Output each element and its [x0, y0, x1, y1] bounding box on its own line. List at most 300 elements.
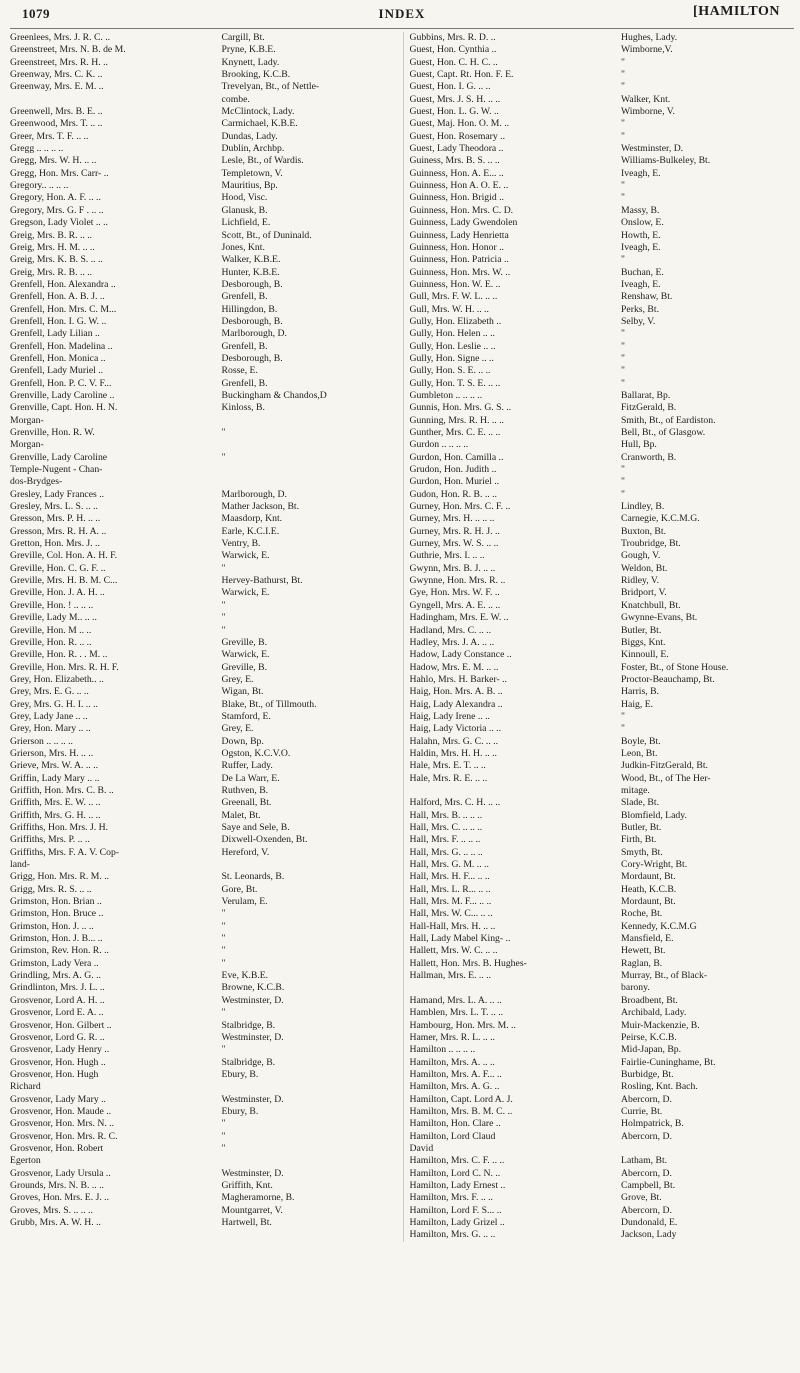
entry-name: Greville, Hon. J. A. H. .. [10, 587, 105, 599]
index-entry [410, 316, 795, 328]
index-entry [410, 131, 795, 143]
index-entry [10, 267, 395, 279]
entry-name: Gudon, Hon. R. B. .. .. [409, 488, 497, 500]
entry-name: Morgan- [10, 414, 44, 426]
index-entry [410, 637, 795, 649]
index-entry [10, 921, 395, 933]
entry-name: Hale, Mrs. E. T. .. .. [409, 760, 486, 772]
entry-reference: Templetown, V. [221, 167, 283, 179]
entry-name: Egerton [10, 1155, 41, 1167]
entry-reference: Pryne, K.B.E. [221, 44, 276, 56]
entry-name: Gunnis, Hon. Mrs. G. S. .. [409, 402, 512, 414]
index-entry [10, 538, 395, 550]
entry-reference: " [621, 56, 626, 68]
index-entry [10, 69, 395, 81]
entry-reference: Malet, Bt. [221, 809, 261, 821]
entry-name: Gull, Mrs. F. W. L. .. .. [409, 291, 498, 303]
entry-name: Hadow, Lady Constance .. [409, 649, 512, 661]
entry-name: Hamilton, Mrs. A. .. .. [409, 1056, 495, 1068]
entry-reference: Trevelyan, Bt., of Nettle- [221, 81, 320, 93]
entry-name: Guinness, Hon A. O. E. .. [409, 180, 509, 192]
entry-name: Hall, Lady Mabel King- .. [409, 933, 511, 945]
entry-name: Griffin, Lady Mary .. .. [10, 772, 100, 784]
entry-reference: " [221, 612, 226, 624]
index-entry [410, 1168, 795, 1180]
entry-reference: Raglan, B. [621, 957, 663, 969]
index-entry [10, 81, 395, 93]
index-entry [10, 365, 395, 377]
entry-reference: Mordaunt, Bt. [621, 871, 676, 883]
index-entry [410, 341, 795, 353]
index-entry [10, 526, 395, 538]
index-column-left [10, 32, 395, 1242]
index-entry [10, 982, 395, 994]
index-entry [10, 797, 395, 809]
index-entry [410, 439, 795, 451]
entry-reference: " [621, 377, 626, 389]
index-entry [410, 328, 795, 340]
entry-name: Greer, Mrs. T. F. .. .. [10, 130, 89, 142]
index-entry [410, 958, 795, 970]
entry-name: Grenfell, Lady Muriel .. [10, 365, 104, 377]
entry-reference: Slade, Bt. [621, 797, 659, 809]
entry-name: Griffiths, Mrs. F. A. V. Cop- [10, 846, 120, 858]
entry-reference: Saye and Sele, B. [221, 822, 290, 833]
entry-reference: " [221, 427, 226, 438]
entry-name: Grosvenor, Hon. Mrs. N. .. [10, 1118, 115, 1130]
index-entry [410, 353, 795, 365]
entry-name: Greville, Hon. R. .. .. [10, 636, 92, 648]
entry-name: Guiness, Mrs. B. S. .. .. [409, 155, 500, 167]
index-entry [10, 785, 395, 797]
section-title: INDEX [378, 6, 426, 21]
index-entry [10, 341, 395, 353]
index-entry [10, 1192, 395, 1204]
entry-reference: Wigan, Bt. [221, 686, 264, 698]
index-entry [10, 958, 395, 970]
entry-reference: Mordaunt, Bt. [621, 896, 676, 908]
index-entry [410, 760, 795, 772]
index-entry [410, 155, 795, 167]
entry-reference: Rosling, Knt. Bach. [621, 1081, 698, 1093]
entry-name: Hall, Mrs. B. .. .. .. [409, 809, 483, 821]
entry-name: Grimston, Lady Vera .. [10, 957, 99, 969]
entry-name: Grenfell, Hon. P. C. V. F... [10, 377, 112, 389]
entry-name: Greville, Hon. M .. .. [10, 624, 92, 636]
entry-name: Gregory, Mrs. G. F . .. .. [10, 204, 104, 216]
entry-name: Gurney, Mrs. H. .. .. .. [409, 513, 495, 525]
entry-reference: Onslow, E. [621, 217, 664, 229]
entry-name [410, 785, 620, 797]
entry-name: Griffiths, Hon. Mrs. J. H. [10, 822, 109, 833]
entry-reference: Abercorn, D. [621, 1130, 672, 1142]
index-entry [410, 785, 795, 797]
entry-reference: " [221, 1044, 226, 1056]
entry-name: Gregory, Hon. A. F. .. .. [10, 192, 101, 204]
index-entry [10, 476, 395, 488]
entry-reference: Carnegie, K.C.M.G. [621, 513, 700, 525]
entry-reference: Earle, K.C.I.E. [221, 525, 280, 537]
entry-name: Hamilton, Mrs. C. F. .. .. [409, 1155, 505, 1167]
index-entry [10, 995, 395, 1007]
index-entry [10, 970, 395, 982]
index-entry [410, 168, 795, 180]
entry-reference: Currie, Bt. [621, 1105, 663, 1117]
entry-reference: Firth, Bt. [621, 834, 657, 846]
index-entry [10, 279, 395, 291]
entry-name: Hamilton, Lady Ernest .. [409, 1179, 506, 1191]
entry-name: Hall, Mrs. W. C... .. .. [409, 908, 493, 920]
index-entry [10, 378, 395, 390]
index-entry [10, 575, 395, 587]
entry-reference: Hewett, Bt. [621, 945, 666, 957]
entry-reference: Gwynne-Evans, Bt. [621, 612, 698, 624]
index-entry [410, 32, 795, 44]
entry-name: Gurdon, Hon. Camilla .. [409, 451, 504, 463]
index-entry [410, 773, 795, 785]
index-entry [410, 1192, 795, 1204]
entry-reference: Campbell, Bt. [621, 1179, 676, 1191]
entry-name: Grosvenor, Hon. Maude .. [10, 1105, 112, 1117]
entry-reference: Selby, V. [621, 315, 656, 327]
entry-reference: Hood, Visc. [221, 192, 268, 204]
entry-reference: Walker, Knt. [621, 93, 671, 105]
entry-name: Gurney, Hon. Mrs. C. F. .. [409, 501, 511, 513]
entry-name: Hallman, Mrs. E. .. .. [409, 970, 492, 982]
entry-reference: " [621, 488, 626, 500]
entry-reference: Massy, B. [621, 204, 660, 216]
entry-reference: Kennedy, K.C.M.G [621, 920, 697, 932]
index-entry [410, 1007, 795, 1019]
entry-reference: Bridport, V. [621, 587, 667, 599]
entry-reference: Murray, Bt., of Black- [621, 970, 708, 982]
index-entry [410, 612, 795, 624]
index-entry [410, 81, 795, 93]
entry-name: Hallett, Hon. Mrs. B. Hughes- [409, 957, 527, 969]
entry-reference: Hunter, K.B.E. [221, 266, 280, 278]
entry-name: Greenstreet, Mrs. N. B. de M. [10, 44, 126, 56]
entry-reference: St. Leonards, B. [221, 871, 285, 883]
entry-name: Gresson, Mrs. P. H. .. .. [10, 513, 101, 525]
index-entry [10, 94, 395, 106]
entry-name: Haig, Lady Irene .. .. [409, 710, 490, 722]
entry-name: Gully, Hon. T. S. E. .. .. [409, 377, 501, 389]
entry-reference: Williams-Bulkeley, Bt. [621, 155, 711, 167]
entry-name: Greville, Hon. R. . . M. .. [10, 649, 108, 661]
index-entry [10, 649, 395, 661]
entry-reference: Archibald, Lady. [621, 1007, 687, 1019]
index-entry [410, 1032, 795, 1044]
index-entry [410, 365, 795, 377]
entry-name: Gregg, Mrs. W. H. .. .. [10, 155, 97, 167]
entry-reference: " [221, 945, 226, 957]
entry-reference [220, 859, 395, 871]
entry-name: Hamilton, Lord C. N. .. [409, 1167, 501, 1179]
entry-reference: Stamford, E. [221, 710, 271, 722]
index-entry [410, 489, 795, 501]
entry-reference: Verulam, E. [221, 896, 268, 908]
entry-name: Grosvenor, Hon. Mrs. R. C. [10, 1130, 118, 1142]
index-entry [410, 834, 795, 846]
entry-reference: FitzGerald, B. [621, 402, 677, 414]
index-entry [410, 550, 795, 562]
index-entry [10, 736, 395, 748]
index-entry [410, 600, 795, 612]
entry-reference: Grey, E. [221, 673, 254, 685]
index-entry [10, 773, 395, 785]
entry-reference: Lichfield, E. [221, 217, 271, 229]
entry-reference: Perks, Bt. [621, 303, 659, 315]
entry-reference: Abercorn, D. [621, 1204, 672, 1216]
entry-reference: Smyth, Bt. [621, 846, 663, 858]
entry-reference: " [221, 451, 226, 463]
entry-name: Gregg .. .. .. .. [10, 143, 64, 155]
index-entry [410, 625, 795, 637]
entry-reference: Lesle, Bt., of Wardis. [221, 155, 304, 167]
entry-name: Gully, Hon. Signe .. .. [409, 352, 494, 364]
entry-name: Gregory.. .. .. .. [10, 180, 69, 192]
entry-reference: Jones, Knt. [221, 241, 265, 253]
index-entry [410, 908, 795, 920]
index-entry [10, 390, 395, 402]
entry-name: Greig, Mrs. K. B. S. .. .. [10, 254, 103, 266]
entry-reference: Knatchbull, Bt. [621, 599, 681, 611]
entry-name: Guest, Mrs. J. S. H. .. .. [409, 93, 501, 105]
entry-reference: Dixwell-Oxenden, Bt. [221, 834, 308, 846]
index-entry [410, 797, 795, 809]
entry-name: Griffith, Mrs. G. H. .. .. [10, 809, 101, 821]
entry-name: Grosvenor, Lord A. H. .. [10, 994, 105, 1006]
index-entry [410, 884, 795, 896]
index-entry [10, 427, 395, 439]
entry-name: Gurney, Mrs. R. H. J. .. [409, 525, 500, 537]
entry-reference: mitage. [621, 784, 650, 796]
entry-name: Grey, Mrs. G. H. I. .. .. [10, 698, 98, 710]
entry-name: Hamilton, Mrs. G. .. .. [409, 1229, 496, 1241]
entry-reference: Mountgarret, V. [221, 1204, 283, 1216]
entry-reference: Kinnoull, E. [621, 649, 669, 661]
index-entry [10, 304, 395, 316]
entry-reference: Weldon, Bt. [621, 562, 668, 574]
entry-reference: Ebury, B. [221, 1105, 259, 1117]
entry-reference: Westminster, D. [621, 143, 684, 155]
index-column-right [403, 32, 795, 1242]
index-entry [410, 723, 795, 735]
entry-name: Grenfell, Hon. A. B. J. .. [10, 291, 105, 303]
entry-name: Greville, Hon. C. G. F. .. [10, 562, 106, 574]
entry-reference: Mansfield, E. [621, 933, 674, 945]
entry-name: Halahn, Mrs. G. C. .. .. [409, 735, 499, 747]
entry-name: Hamilton .. .. .. .. [409, 1044, 476, 1056]
index-entry [10, 205, 395, 217]
entry-reference: Bell, Bt., of Glasgow. [621, 427, 706, 438]
entry-name: Grenfell, Lady Lilian .. [10, 328, 100, 340]
index-entry [10, 1069, 395, 1081]
entry-reference: Buxton, Bt. [621, 525, 666, 537]
index-entry [10, 217, 395, 229]
index-entry [10, 1020, 395, 1032]
index-entry [10, 118, 395, 130]
entry-reference: Gough, V. [621, 550, 661, 562]
index-entry [10, 143, 395, 155]
entry-name: Greig, Mrs. R. B. .. .. [10, 266, 93, 278]
entry-name: Hamilton, Mrs. F. .. .. [409, 1192, 493, 1204]
entry-reference: Gore, Bt. [221, 883, 258, 895]
entry-name: Gwynn, Mrs. B. J. .. .. [409, 562, 496, 574]
entry-reference [220, 476, 395, 488]
entry-reference: Mid-Japan, Bp. [621, 1044, 682, 1056]
entry-reference: Maasdorp, Knt. [221, 513, 283, 525]
entry-name: Grosvenor, Lord G. R. .. [10, 1031, 105, 1043]
entry-name: Groves, Hon. Mrs. E. J. .. [10, 1192, 110, 1204]
index-entry [10, 168, 395, 180]
entry-name: Guest, Hon. L. G. W. .. [409, 106, 499, 118]
entry-reference: Rosse, E. [221, 365, 258, 377]
entry-reference: Cargill, Bt. [221, 32, 265, 43]
entry-name: Greenwood, Mrs. T. .. .. [10, 118, 103, 130]
index-entry [410, 649, 795, 661]
entry-name: Guest, Hon. Rosemary .. [409, 130, 506, 142]
entry-reference: Iveagh, E. [621, 167, 661, 179]
entry-name: Greenway, Mrs. C. K. .. [10, 69, 103, 81]
entry-name: Grindlinton, Mrs. J. L. .. [10, 982, 105, 994]
entry-name: Guest, Hon. Cynthia .. [409, 44, 497, 56]
index-entry [410, 1106, 795, 1118]
entry-reference: Grey, E. [221, 723, 254, 735]
entry-reference: Marlborough, D. [221, 328, 287, 340]
entry-reference: Smith, Bt., of Eardiston. [621, 414, 716, 426]
entry-name: Temple-Nugent - Chan- [10, 464, 103, 476]
entry-reference: Westminster, D. [221, 1031, 284, 1043]
entry-name: Hahlo, Mrs. H. Barker- .. [409, 673, 507, 685]
index-entry [10, 945, 395, 957]
entry-reference: " [221, 908, 226, 920]
index-entry [10, 810, 395, 822]
entry-reference: Desborough, B. [221, 352, 283, 364]
index-entry [10, 57, 395, 69]
index-entry [410, 1229, 795, 1241]
entry-name: Grosvenor, Hon. Robert [10, 1142, 104, 1154]
index-entry [410, 1020, 795, 1032]
entry-reference: Howth, E. [621, 229, 661, 241]
entry-name: Morgan- [10, 439, 44, 451]
entry-name: Gully, Hon. Leslie .. .. [409, 340, 496, 352]
index-entry [410, 662, 795, 674]
entry-name: Greville, Hon. Mrs. R. H. F. [10, 661, 119, 673]
entry-reference: Hull, Bp. [621, 439, 657, 451]
entry-reference: " [621, 180, 626, 192]
entry-reference: Abercorn, D. [621, 1167, 672, 1179]
entry-reference: Warwick, E. [221, 587, 270, 599]
entry-name: Grosvenor, Lady Mary .. [10, 1093, 106, 1105]
index-entry [10, 1007, 395, 1019]
index-entry [410, 378, 795, 390]
index-entry [410, 57, 795, 69]
entry-reference: Iveagh, E. [621, 241, 661, 253]
entry-name: Grenville, Hon. R. W. [10, 427, 95, 438]
entry-reference: Warwick, E. [221, 550, 270, 562]
index-entry [410, 1044, 795, 1056]
index-entry [410, 1057, 795, 1069]
index-entry [410, 464, 795, 476]
entry-name: Greenway, Mrs. E. M. .. [10, 81, 104, 93]
entry-name: Gretton, Hon. Mrs. J. .. [10, 538, 100, 550]
index-entry [410, 217, 795, 229]
entry-name: Grieve, Mrs. W. A. .. .. [10, 760, 98, 772]
entry-reference: Cory-Wright, Bt. [621, 859, 688, 871]
entry-name: Gull, Mrs. W. H. .. .. [409, 303, 489, 315]
index-entry [410, 192, 795, 204]
entry-name: Grudon, Hon. Judith .. [409, 464, 497, 476]
entry-reference: Ruthven, B. [221, 784, 269, 796]
entry-name: Gresley, Lady Frances .. [10, 488, 105, 500]
index-entry [410, 871, 795, 883]
entry-name: Guinness, Hon. Mrs. W. .. [409, 266, 511, 278]
entry-name: Gurdon .. .. .. .. [409, 439, 469, 451]
entry-name: Grenfell, Hon. Alexandra .. [10, 278, 116, 290]
entry-reference: Dublin, Archbp. [221, 143, 285, 155]
entry-name: Grey, Hon. Elizabeth.. .. [10, 673, 104, 685]
entry-name: Haig, Lady Alexandra .. [409, 698, 503, 710]
running-head: [HAMILTON [693, 4, 780, 19]
entry-name: Greville, Lady M.. .. .. [10, 612, 97, 624]
entry-reference: Magheramorne, B. [221, 1192, 295, 1204]
index-entry [410, 452, 795, 464]
index-entry [10, 415, 395, 427]
entry-name: Hadley, Mrs. J. A. .. .. [409, 636, 495, 648]
index-entry [410, 1180, 795, 1192]
index-entry [410, 748, 795, 760]
entry-reference: Greville, B. [221, 636, 268, 648]
index-entry [410, 859, 795, 871]
entry-name: Gwynne, Hon. Mrs. R. .. [409, 575, 506, 587]
index-entry [410, 970, 795, 982]
index-entry [410, 205, 795, 217]
index-entry [410, 291, 795, 303]
entry-reference: Judkin-FitzGerald, Bt. [621, 760, 708, 772]
entry-name: Haig, Hon. Mrs. A. B. .. [409, 686, 503, 698]
index-entry [10, 452, 395, 464]
index-entry [10, 686, 395, 698]
entry-reference: Holmpatrick, B. [621, 1118, 684, 1130]
index-entry [410, 69, 795, 81]
index-entry [10, 316, 395, 328]
entry-reference: Buchan, E. [621, 266, 664, 278]
entry-name [410, 982, 620, 994]
index-entry [10, 328, 395, 340]
index-entry [10, 242, 395, 254]
index-entry [10, 859, 395, 871]
index-entry [410, 1143, 795, 1155]
entry-reference: De La Warr, E. [221, 772, 280, 784]
entry-reference: Glanusk, B. [221, 204, 268, 216]
index-entry [410, 1081, 795, 1093]
index-entry [410, 279, 795, 291]
index-entry [410, 982, 795, 994]
entry-name: Grimston, Hon. J. B... .. [10, 933, 103, 945]
entry-name: Greville, Hon. ! .. .. .. [10, 599, 94, 611]
entry-reference: Dundas, Lady. [221, 130, 278, 142]
entry-reference: Jackson, Lady [621, 1229, 677, 1241]
entry-name: Grindling, Mrs. A. G. .. [10, 970, 101, 982]
index-columns [10, 32, 794, 1242]
index-entry [410, 143, 795, 155]
entry-name: land- [10, 859, 30, 871]
entry-name: Hambourg, Hon. Mrs. M. .. [409, 1019, 516, 1031]
entry-name: Guinness, Hon. A. E... .. [409, 167, 504, 179]
index-entry [10, 563, 395, 575]
entry-reference: " [221, 1130, 226, 1142]
